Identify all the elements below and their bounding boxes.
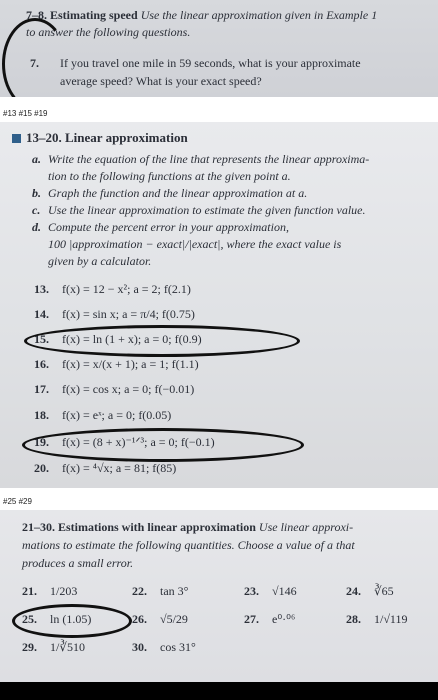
- exercise-expression: 1/∛510: [50, 640, 85, 654]
- exercise-text-line2: average speed? What is your exact speed?: [60, 74, 262, 88]
- pen-circle-exercise-25: [12, 604, 132, 638]
- exercise-expression: cos 31°: [160, 640, 196, 654]
- part-text: 100 |approximation − exact|/|exact|, where the exact value is: [48, 237, 342, 251]
- grid-item: [132, 612, 188, 627]
- heading-title: Linear approximation: [65, 130, 188, 145]
- caption-label: #25 #29: [3, 497, 32, 506]
- exercise-number: 29.: [22, 640, 37, 654]
- caption-label: #13 #15 #19: [3, 109, 48, 118]
- grid-item: [22, 584, 77, 599]
- heading-text: Use the linear approximation given in Example 1: [140, 8, 378, 22]
- exercise-number: 23.: [244, 584, 259, 598]
- exercise-row: [34, 307, 195, 322]
- exercise-row: [34, 408, 171, 423]
- exercise-expression: √146: [272, 584, 297, 598]
- exercise-expression: f(x) = 12 − x²; a = 2; f(2.1): [62, 282, 191, 296]
- grid-item: [346, 612, 407, 627]
- exercise-row: [34, 461, 176, 476]
- textbook-photo-middle: [0, 122, 438, 488]
- exercise-number: 17.: [34, 382, 49, 396]
- grid-item: [244, 584, 297, 599]
- heading-text-line2: mations to estimate the following quantities. Choose a value of a that: [22, 538, 355, 552]
- exercise-row: [34, 382, 194, 397]
- part-text: given by a calculator.: [48, 254, 152, 268]
- exercise-expression: 1/√119: [374, 612, 408, 626]
- exercise-expression: ln (1.05): [50, 612, 92, 626]
- exercise-number: 18.: [34, 408, 49, 422]
- exercise-expression: ∛65: [374, 584, 394, 598]
- exercise-number: 13.: [34, 282, 49, 296]
- exercise-number: 26.: [132, 612, 147, 626]
- part-text: tion to the following functions at the given point a.: [48, 169, 291, 183]
- exercise-number: 20.: [34, 461, 49, 475]
- exercise-number: 25.: [22, 612, 37, 626]
- heading-text-line3: produces a small error.: [22, 556, 134, 570]
- exercise-number: 30.: [132, 640, 147, 654]
- grid-item: [346, 584, 394, 599]
- section-marker-icon: [12, 134, 21, 143]
- exercise-expression: e⁰·⁰⁶: [272, 612, 296, 626]
- heading-text: Use linear approxi-: [258, 520, 354, 534]
- section-heading: [22, 520, 353, 535]
- exercise-expression: tan 3°: [160, 584, 189, 598]
- textbook-photo-bottom: [0, 510, 438, 682]
- exercise-expression: f(x) = cos x; a = 0; f(−0.01): [62, 382, 195, 396]
- heading-number: 7–8.: [26, 8, 47, 22]
- exercise-expression: f(x) = ⁴√x; a = 81; f(85): [62, 461, 177, 475]
- exercise-expression: f(x) = ln (1 + x); a = 0; f(0.9): [62, 332, 202, 346]
- part-text: Graph the function and the linear approximation at a.: [48, 186, 308, 200]
- heading-number: 13–20.: [26, 130, 62, 145]
- heading-title: Estimating speed: [50, 8, 138, 22]
- grid-item: [244, 612, 295, 627]
- exercise-number: 21.: [22, 584, 37, 598]
- grid-item: [132, 584, 188, 599]
- exercise-expression: 1/203: [50, 584, 78, 598]
- exercise-row: [34, 357, 199, 372]
- exercise-number: 7.: [30, 56, 39, 70]
- part-label: a.: [32, 152, 41, 166]
- pen-circle-exercise-19: [22, 428, 304, 462]
- heading-number: 21–30.: [22, 520, 55, 534]
- bottom-black-bar: [0, 682, 438, 700]
- exercise-expression: f(x) = sin x; a = π/4; f(0.75): [62, 307, 195, 321]
- grid-item: [132, 640, 196, 655]
- part-text: Compute the percent error in your approximation,: [48, 220, 289, 234]
- exercise-number: 24.: [346, 584, 361, 598]
- exercise-expression: f(x) = eˣ; a = 0; f(0.05): [62, 408, 172, 422]
- exercise-number: 14.: [34, 307, 49, 321]
- section-heading: [26, 8, 377, 23]
- textbook-photo-top: [0, 0, 438, 97]
- heading-text-line2: to answer the following questions.: [26, 25, 191, 39]
- exercise-number: 16.: [34, 357, 49, 371]
- part-label: d.: [32, 220, 41, 234]
- exercise-number: 22.: [132, 584, 147, 598]
- pen-circle-exercise-15: [24, 325, 300, 357]
- exercise-expression: f(x) = (8 + x)⁻¹ᐟ³; a = 0; f(−0.1): [62, 435, 215, 449]
- heading-title: Estimations with linear approximation: [58, 520, 256, 534]
- part-text: Use the linear approximation to estimate the given function value.: [48, 203, 366, 217]
- exercise-expression: f(x) = x/(x + 1); a = 1; f(1.1): [62, 357, 199, 371]
- exercise-number: 15.: [34, 332, 49, 346]
- exercise-number: 28.: [346, 612, 361, 626]
- section-heading: [26, 130, 188, 146]
- exercise-row: [34, 282, 191, 297]
- part-label: b.: [32, 186, 41, 200]
- grid-item: [22, 640, 85, 655]
- part-label: c.: [32, 203, 41, 217]
- exercise-number: 27.: [244, 612, 259, 626]
- exercise-text: If you travel one mile in 59 seconds, what is your approximate: [60, 56, 361, 70]
- exercise-expression: √5/29: [160, 612, 188, 626]
- exercise-number: 19.: [34, 435, 49, 449]
- part-text: Write the equation of the line that represents the linear approxima-: [48, 152, 370, 166]
